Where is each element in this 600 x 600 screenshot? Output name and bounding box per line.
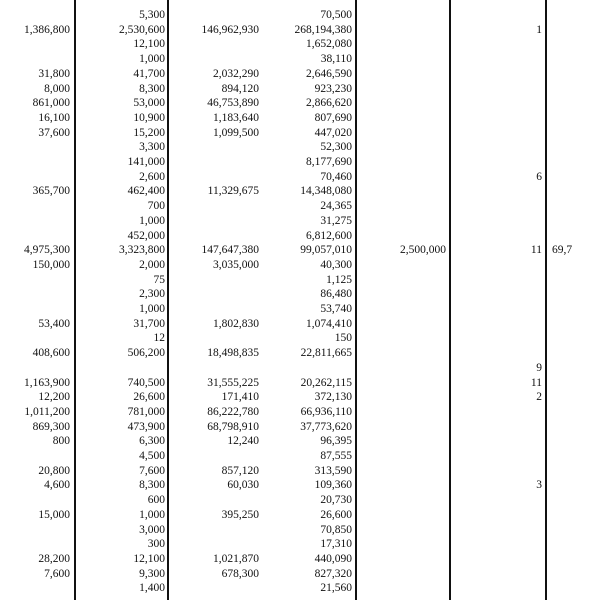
table-cell: 28,200 [38,552,70,565]
table-cell: 857,120 [221,464,259,477]
table-cell: 37,600 [38,126,70,139]
table-row [0,419,600,435]
table-row [0,330,600,346]
table-cell: 17,310 [320,538,352,551]
table-cell: 70,460 [320,170,352,183]
table-cell: 22,811,665 [300,347,352,360]
table-cell: 800 [52,435,70,448]
table-row [0,242,600,258]
table-cell: 14,348,080 [300,185,352,198]
table-cell: 827,320 [314,567,352,580]
table-cell: 87,555 [320,450,352,462]
table-cell: 3,323,800 [119,244,165,257]
table-cell: 462,400 [127,185,165,198]
table-cell: 60,030 [227,479,259,492]
table-cell: 395,250 [221,508,259,521]
table-cell: 18,498,835 [207,347,259,360]
table-cell: 6 [536,170,542,183]
table-cell: 1,802,830 [213,317,259,330]
table-cell: 1,011,200 [24,405,70,418]
table-cell: 96,395 [320,435,352,448]
table-cell: 31,800 [38,67,70,80]
table-cell: 4,975,300 [24,244,70,257]
table-cell: 3 [536,479,542,492]
table-row [0,272,600,288]
table-row [0,507,600,523]
table-cell: 86,222,780 [207,405,259,418]
table-row [0,228,600,244]
table-cell: 37,773,620 [300,420,352,433]
table-row [0,477,600,493]
table-cell: 11 [530,376,542,389]
table-cell: 894,120 [221,82,259,95]
table-row [0,551,600,567]
table-cell: 1,000 [139,53,165,66]
table-cell: 1,183,640 [213,111,259,124]
table-cell: 4,600 [44,479,70,492]
table-cell: 506,200 [127,347,165,360]
table-cell: 268,194,380 [294,23,352,36]
table-cell: 1 [536,23,542,36]
table-cell: 53,740 [320,303,352,315]
table-cell: 740,500 [127,376,165,389]
table-cell: 2,300 [139,288,165,301]
table-cell: 313,590 [314,464,352,477]
table-cell: 8,000 [44,82,70,95]
table-row [0,66,600,82]
table-cell: 10,900 [133,111,165,124]
table-cell: 12,100 [133,552,165,565]
table-row [0,139,600,155]
table-cell: 2,646,590 [306,67,352,80]
table-cell: 440,090 [314,552,352,565]
table-cell: 141,000 [127,156,165,168]
table-cell: 6,812,600 [306,229,352,242]
table-cell: 24,365 [320,200,352,213]
table-row [0,389,600,405]
table-cell: 2,032,290 [213,67,259,80]
table-cell: 68,798,910 [207,420,259,433]
table-cell: 7,600 [44,567,70,580]
table-row [0,345,600,361]
table-cell: 70,850 [320,523,352,536]
table-row [0,492,600,508]
table-cell: 678,300 [221,567,259,580]
table-cell: 3,300 [139,141,165,154]
table-cell: 66,936,110 [300,405,352,418]
table-cell: 4,500 [139,450,165,462]
table-cell: 86,480 [320,288,352,301]
table-cell: 150 [334,332,352,345]
table-row [0,257,600,273]
table-cell: 700 [147,200,165,213]
table-row [0,154,600,170]
table-cell: 9,300 [139,567,165,580]
table-row [0,95,600,111]
table-cell: 3,000 [139,523,165,536]
table-cell: 70,500 [320,9,352,21]
table-cell: 31,700 [133,317,165,330]
table-row [0,566,600,582]
table-row [0,404,600,420]
table-cell: 26,600 [320,508,352,521]
table-row [0,316,600,332]
table-cell: 8,300 [139,82,165,95]
table-row [0,375,600,391]
table-cell: 26,600 [133,391,165,404]
table-row [0,22,600,38]
table-cell: 46,753,890 [207,97,259,110]
table-row [0,463,600,479]
table-row [0,7,600,23]
table-cell: 171,410 [221,391,259,404]
table-cell: 923,230 [314,82,352,95]
table-cell: 781,000 [127,405,165,418]
table-cell: 147,647,380 [201,244,259,257]
table-row [0,198,600,214]
table-cell: 1,000 [139,508,165,521]
table-cell: 7,600 [139,464,165,477]
table-cell: 9 [536,361,542,374]
table-cell: 2,500,000 [400,244,446,257]
table-cell: 11,329,675 [207,185,259,198]
table-cell: 1,099,500 [213,126,259,139]
table-cell: 15,000 [38,508,70,521]
table-cell: 1,021,870 [213,552,259,565]
table-row [0,536,600,552]
table-row [0,81,600,97]
table-cell: 1,000 [139,214,165,227]
table-cell: 365,700 [32,185,70,198]
table-cell: 5,300 [139,9,165,21]
table-cell: 146,962,930 [201,23,259,36]
table-cell: 20,730 [320,494,352,507]
table-cell: 31,275 [320,214,352,227]
table-cell: 861,000 [32,97,70,110]
table-row [0,125,600,141]
table-cell: 1,163,900 [24,376,70,389]
table-cell: 1,074,410 [306,317,352,330]
table-cell: 12,200 [38,391,70,404]
table-cell: 21,560 [320,582,352,595]
table-row [0,286,600,302]
table-cell: 1,400 [139,582,165,595]
table-row [0,301,600,317]
table-cell: 38,110 [320,53,352,66]
table-row [0,522,600,538]
table-cell: 31,555,225 [207,376,259,389]
table-cell: 408,600 [32,347,70,360]
table-cell: 12,100 [133,38,165,51]
table-cell: 300 [147,538,165,551]
table-cell: 452,000 [127,229,165,242]
table-cell: 69,7 [552,244,573,257]
table-cell: 473,900 [127,420,165,433]
table-cell: 11 [530,244,542,257]
table-cell: 600 [147,494,165,507]
table-cell: 8,177,690 [306,156,352,168]
table-row [0,360,600,376]
table-cell: 40,300 [320,258,352,271]
table-cell: 12 [153,332,165,345]
table-cell: 372,130 [314,391,352,404]
table-cell: 20,262,115 [300,376,352,389]
table-cell: 16,100 [38,111,70,124]
table-cell: 150,000 [32,258,70,271]
table-row [0,433,600,449]
table-cell: 109,360 [314,479,352,492]
table-cell: 447,020 [314,126,352,139]
table-row [0,169,600,185]
table-row [0,183,600,199]
table-cell: 1,000 [139,303,165,315]
table-cell: 2 [536,391,542,404]
table-cell: 52,300 [320,141,352,154]
table-cell: 75 [153,273,165,286]
table-cell: 869,300 [32,420,70,433]
table-cell: 6,300 [139,435,165,448]
table-row [0,36,600,52]
table-row [0,51,600,67]
table-row [0,110,600,126]
table-row [0,213,600,229]
table-cell: 12,240 [227,435,259,448]
table-cell: 53,000 [133,97,165,110]
table-cell: 2,530,600 [119,23,165,36]
table-cell: 20,800 [38,464,70,477]
table-cell: 807,690 [314,111,352,124]
table-row [0,580,600,596]
table-cell: 2,600 [139,170,165,183]
table-cell: 53,400 [38,317,70,330]
table-cell: 2,000 [139,258,165,271]
table-cell: 3,035,000 [213,258,259,271]
table-cell: 15,200 [133,126,165,139]
table-cell: 99,057,010 [300,244,352,257]
table-row [0,448,600,464]
table-cell: 8,300 [139,479,165,492]
table-cell: 41,700 [133,67,165,80]
table-cell: 1,125 [326,273,352,286]
table-cell: 1,386,800 [24,23,70,36]
table-cell: 2,866,620 [306,97,352,110]
table-cell: 1,652,080 [306,38,352,51]
